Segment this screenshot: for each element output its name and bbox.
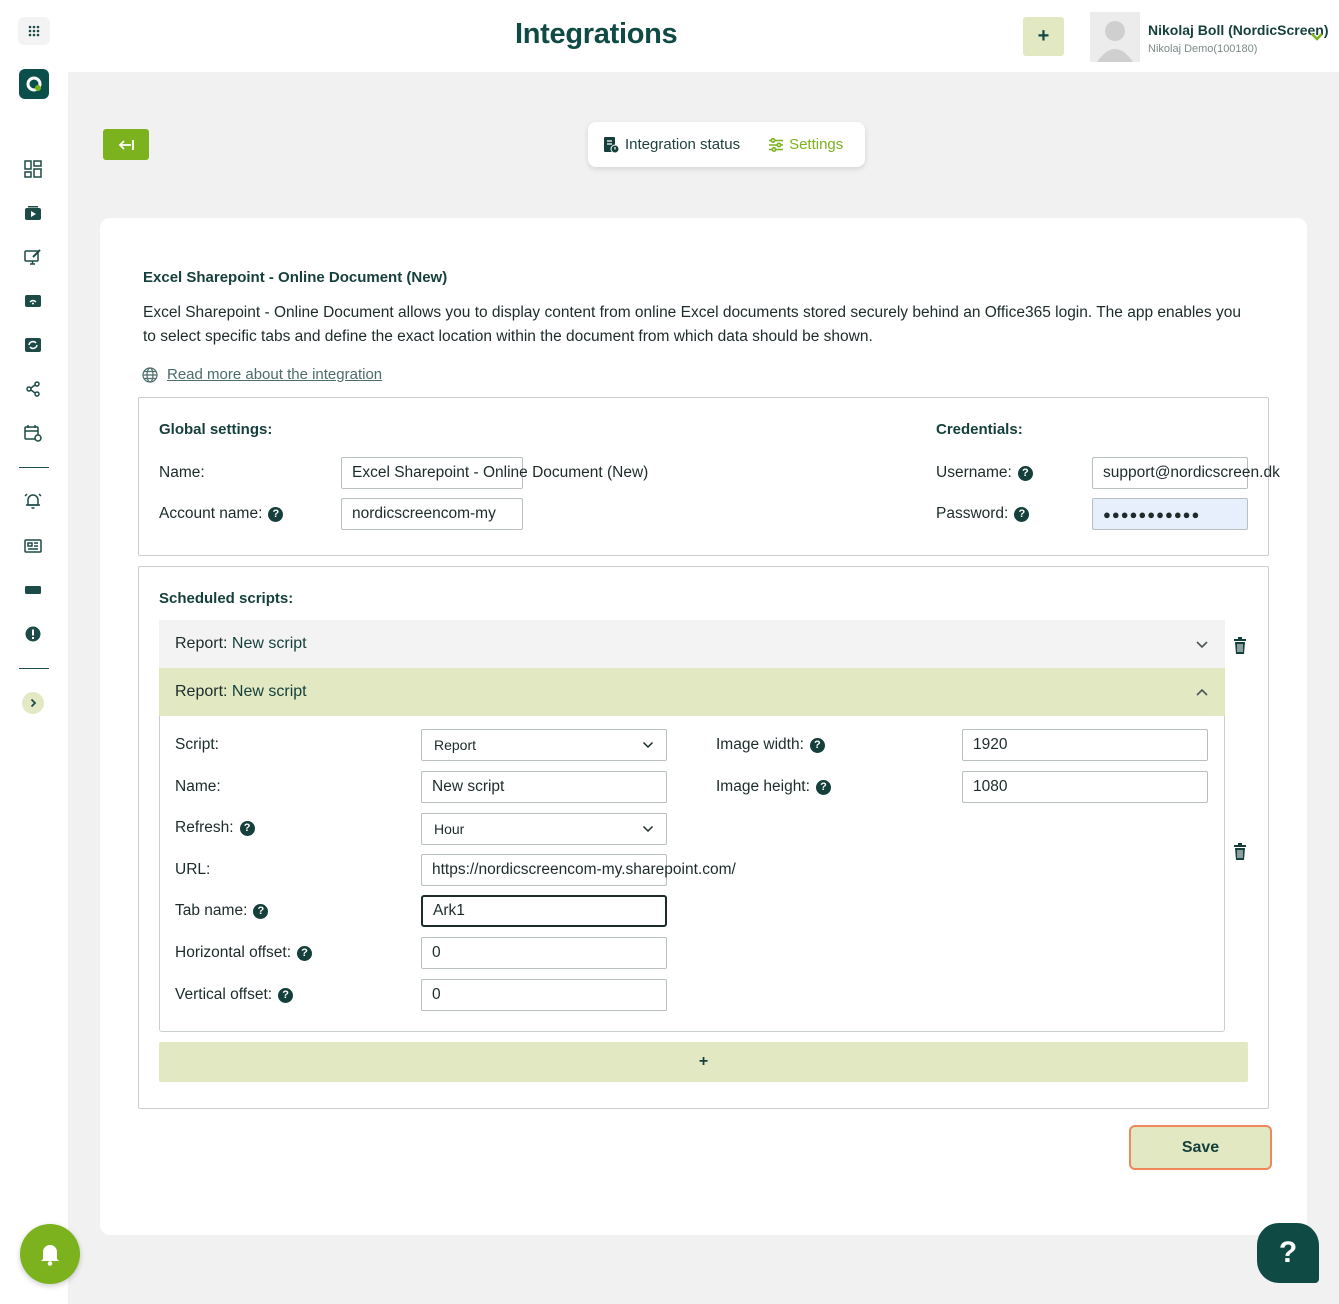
script-label (175, 736, 219, 754)
global-settings-title: Global settings: (159, 421, 273, 438)
user-account: Nikolaj Demo(100180) (1148, 43, 1258, 55)
global-settings-box (138, 397, 1280, 556)
chevron-up-icon (1195, 688, 1209, 697)
tab-name-label-text: Tab name: (175, 902, 248, 919)
sliders-icon (768, 138, 784, 152)
back-button[interactable] (103, 129, 149, 160)
left-rail (0, 0, 68, 1304)
url-label-text: URL: (175, 861, 211, 878)
script-name-label-text: Name: (175, 778, 221, 795)
horizontal-offset-input[interactable]: 0 (421, 937, 667, 969)
script-select[interactable] (421, 729, 667, 761)
add-button[interactable]: + (1023, 17, 1064, 56)
app-logo[interactable] (19, 69, 49, 99)
vertical-offset-input[interactable]: 0 (421, 979, 667, 1011)
image-width-label-text: Image width: (716, 736, 804, 753)
notifications-button[interactable] (20, 1224, 80, 1284)
global-name-input[interactable]: Excel Sharepoint - Online Document (New) (341, 457, 523, 489)
calendar-icon[interactable] (22, 422, 44, 444)
refresh-select-value: Hour (434, 821, 465, 837)
bell-icon (39, 1242, 61, 1266)
save-button[interactable]: Save (1129, 1125, 1272, 1170)
image-height-input[interactable]: 1080 (962, 771, 1208, 803)
sync-icon[interactable] (22, 334, 44, 356)
credentials-title: Credentials: (936, 421, 1023, 438)
help-icon[interactable]: ? (810, 738, 825, 753)
vertical-offset-label-text: Vertical offset: (175, 986, 273, 1003)
username-label (936, 464, 1033, 482)
ticker-icon[interactable] (22, 579, 44, 601)
chevron-down-icon (642, 825, 654, 833)
scheduled-scripts-title: Scheduled scripts: (159, 590, 294, 607)
help-icon[interactable]: ? (297, 946, 312, 961)
script-accordion-1[interactable] (159, 620, 1225, 668)
account-name-input[interactable]: nordicscreencom-my (341, 498, 523, 530)
tab-settings-label: Settings (789, 136, 844, 153)
integration-card (100, 218, 1307, 1235)
help-icon[interactable]: ? (1018, 466, 1033, 481)
tab-name-label (175, 902, 268, 920)
chevron-down-icon (1195, 640, 1209, 649)
tab-integration-status-label: Integration status (625, 136, 741, 153)
username-label-text: Username: (936, 464, 1012, 481)
integration-title: Excel Sharepoint - Online Document (New) (143, 269, 448, 286)
chevron-down-icon (642, 741, 654, 749)
image-height-label (716, 778, 831, 796)
image-height-label-text: Image height: (716, 778, 810, 795)
help-chat-button[interactable]: ? (1257, 1223, 1319, 1283)
integration-description: Excel Sharepoint - Online Document allows you to display content from online Excel documents stored securely behind an Office365 login. The app enables you to select specific tabs and define the exact location within the document from which data should be shown. (143, 304, 1241, 345)
globe-icon (142, 367, 158, 383)
script-type: Report: (175, 635, 228, 652)
page-title: Integrations (515, 18, 678, 50)
apps-grid-icon[interactable] (18, 17, 50, 45)
status-doc-icon (602, 136, 620, 154)
avatar[interactable] (1090, 12, 1140, 62)
script-name: New script (231, 635, 307, 652)
script-name: New script (231, 683, 307, 700)
url-input[interactable]: https://nordicscreencom-my.sharepoint.com/ (421, 854, 667, 886)
media-icon[interactable] (22, 202, 44, 224)
expand-rail-icon[interactable] (22, 692, 44, 714)
read-more-link[interactable]: Read more about the integration (167, 366, 383, 383)
password-label-text: Password: (936, 505, 1009, 522)
alarm-icon[interactable] (22, 490, 44, 512)
user-name[interactable]: Nikolaj Boll (NordicScreen) (1148, 22, 1329, 38)
username-input[interactable]: support@nordicscreen.dk (1092, 457, 1248, 489)
account-name-label (159, 505, 283, 523)
trash-icon[interactable] (1231, 635, 1249, 655)
dashboard-icon[interactable] (22, 158, 44, 180)
scheduled-scripts-box (138, 566, 1269, 1109)
image-width-label (716, 736, 825, 754)
horizontal-offset-label-text: Horizontal offset: (175, 944, 292, 961)
trash-icon[interactable] (1231, 841, 1249, 861)
script-select-value: Report (434, 737, 477, 753)
horizontal-offset-label (175, 944, 312, 962)
script-name-input[interactable]: New script (421, 771, 667, 803)
read-more (142, 366, 382, 383)
account-name-label-text: Account name: (159, 505, 263, 522)
help-icon[interactable]: ? (816, 780, 831, 795)
tab-name-input[interactable]: Ark1 (421, 895, 667, 927)
refresh-label-text: Refresh: (175, 819, 234, 836)
top-bar (68, 0, 1339, 72)
rail-divider (19, 668, 49, 669)
help-icon[interactable]: ? (240, 821, 255, 836)
tab-integration-status[interactable] (602, 136, 740, 154)
password-input[interactable]: ●●●●●●●●●●● (1092, 498, 1248, 530)
help-icon[interactable]: ? (268, 507, 283, 522)
help-icon[interactable]: ? (1014, 507, 1029, 522)
add-script-button[interactable]: + (159, 1042, 1248, 1082)
script-type: Report: (175, 683, 228, 700)
share-icon[interactable] (22, 378, 44, 400)
script-accordion-2[interactable] (159, 668, 1225, 716)
password-label (936, 505, 1029, 523)
name-label-text: Name: (159, 464, 205, 481)
vertical-offset-label (175, 986, 293, 1004)
script-label-text: Script: (175, 736, 219, 753)
tab-settings[interactable] (768, 136, 843, 153)
alert-icon[interactable] (22, 623, 44, 645)
collapse-left-icon (117, 138, 135, 152)
help-icon[interactable]: ? (253, 904, 268, 919)
refresh-label (175, 819, 255, 837)
screens-icon[interactable] (22, 290, 44, 312)
editor-icon[interactable] (22, 246, 44, 268)
script-form (159, 716, 1225, 1032)
url-label (175, 861, 210, 879)
help-icon[interactable]: ? (278, 988, 293, 1003)
news-icon[interactable] (22, 535, 44, 557)
tab-bar (588, 122, 865, 167)
rail-divider (19, 467, 49, 468)
refresh-select[interactable] (421, 813, 667, 845)
image-width-input[interactable]: 1920 (962, 729, 1208, 761)
chevron-down-icon[interactable] (1310, 29, 1324, 47)
name-label (159, 464, 205, 482)
script-name-label (175, 778, 221, 796)
